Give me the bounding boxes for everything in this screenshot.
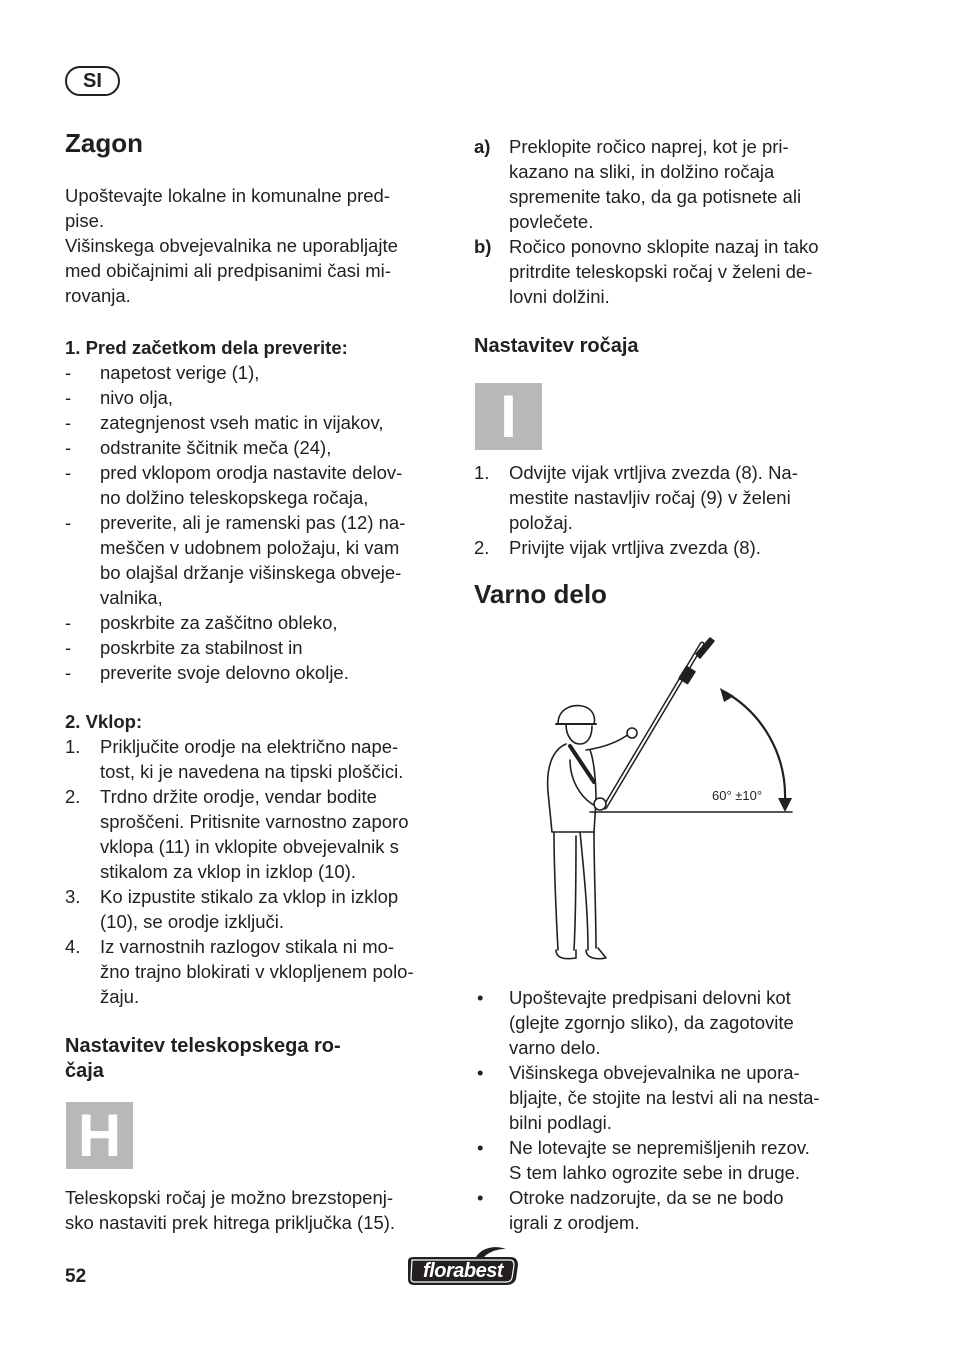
list-item-line: varno delo. xyxy=(509,1037,601,1058)
list-item xyxy=(65,660,455,685)
list-item-line: bilni podlagi. xyxy=(509,1112,612,1133)
list-item-line: lovni dolžini. xyxy=(509,286,610,307)
list-marker: - xyxy=(65,412,72,433)
list-item-line: sproščeni. Pritisnite varnostno zaporo xyxy=(100,811,409,832)
list-item-line: poskrbite za stabilnost in xyxy=(100,637,303,658)
list-marker: 2. xyxy=(65,786,81,807)
list-item-line: Višinskega obvejevalnika ne upora- xyxy=(509,1062,800,1083)
page-number: 52 xyxy=(65,1266,87,1287)
list-item-line: Trdno držite orodje, vendar bodite xyxy=(100,786,377,807)
list-item-line: odstranite ščitnik meča (24), xyxy=(100,437,332,458)
switch-on-list xyxy=(65,734,460,1009)
adjust-steps-list xyxy=(474,134,874,309)
list-marker: - xyxy=(65,387,72,408)
florabest-logo xyxy=(406,1245,520,1287)
list-item-line: (10), se orodje izklјuči. xyxy=(100,911,285,932)
list-item-line: stikalom za vklop in izklop (10). xyxy=(100,861,357,882)
list-item-line: položaj. xyxy=(509,512,573,533)
section-title-varno-delo: Varno delo xyxy=(474,579,607,609)
list-item-line: valnika, xyxy=(100,587,163,608)
list-item xyxy=(474,1185,874,1235)
list-marker: • xyxy=(477,1137,484,1158)
list-marker: • xyxy=(477,987,484,1008)
list-item-line: pritrdite teleskopski ročaj v želeni de- xyxy=(509,261,813,282)
list-item-line: Otroke nadzorujte, da se ne bodo xyxy=(509,1187,784,1208)
list-item xyxy=(65,635,455,660)
check-list xyxy=(65,360,455,685)
list-marker: - xyxy=(65,437,72,458)
figure-letter-h: H xyxy=(66,1102,133,1169)
list-item-line: Privijte vijak vrtljiva zvezda (8). xyxy=(509,537,761,558)
list-item xyxy=(65,934,460,1009)
list-item-line: Ko izpustite stikalo za vklop in izklop xyxy=(100,886,399,907)
list-item xyxy=(474,1060,874,1135)
list-item-line: mestite nastavljiv ročaj (9) v želeni xyxy=(509,487,791,508)
list-item xyxy=(474,134,874,234)
list-marker: - xyxy=(65,512,72,533)
list-item-line: (glejte zgornjo sliko), da zagotovite xyxy=(509,1012,794,1033)
check-heading: 1. Pred začetkom dela preverite: xyxy=(65,337,348,358)
list-item-line: pred vklopom orodja nastavite delov- xyxy=(100,462,403,483)
list-item-line: meščen v udobnem položaju, ki vam xyxy=(100,537,400,558)
telescopic-handle-heading: Nastavitev teleskopskega ro- čaja xyxy=(65,1035,341,1082)
list-item xyxy=(474,460,874,535)
list-item xyxy=(65,610,455,635)
list-item-line: no dolžino teleskopskega ročaja, xyxy=(100,487,369,508)
telescopic-handle-text: Teleskopski ročaj je možno brezstopenj- sko nastaviti prek hitrega priključka (15). xyxy=(65,1187,396,1233)
list-item-line: poskrbite za zaščitno obleko, xyxy=(100,612,338,633)
list-item-line: Priključite orodje na električno nape- xyxy=(100,736,399,757)
list-item xyxy=(65,734,460,784)
list-item xyxy=(65,784,460,884)
list-item-line: preverite svoje delovno okolje. xyxy=(100,662,349,683)
list-item xyxy=(65,884,460,934)
list-item-line: Preklopite ročico naprej, kot je pri- xyxy=(509,136,789,157)
logo-wordmark: florabest xyxy=(423,1260,503,1282)
list-item-line: preverite, ali je ramenski pas (12) na- xyxy=(100,512,406,533)
list-item xyxy=(474,1135,874,1185)
list-marker: 1. xyxy=(65,736,81,757)
list-item-line: vklopa (11) in vklopite obvejevalnik s xyxy=(100,836,399,857)
list-marker: • xyxy=(477,1187,484,1208)
list-item xyxy=(474,535,874,560)
list-item xyxy=(65,435,455,460)
handle-adjust-heading: Nastavitev ročaja xyxy=(474,335,639,357)
working-angle-illustration xyxy=(530,632,820,967)
list-item-line: napetost verige (1), xyxy=(100,362,260,383)
list-item-line: tost, ki je navedena na tipski ploščici. xyxy=(100,761,404,782)
list-item-line: Ročico ponovno sklopite nazaj in tako xyxy=(509,236,819,257)
list-item-line: povlečete. xyxy=(509,211,594,232)
list-marker: b) xyxy=(474,236,492,257)
list-item-line: Odvijte vijak vrtljiva zvezda (8). Na- xyxy=(509,462,798,483)
figure-letter-i: I xyxy=(475,383,542,450)
list-marker: 2. xyxy=(474,537,490,558)
list-item-line: igrali z orodjem. xyxy=(509,1212,640,1233)
list-item-line: Ne lotevajte se nepremišljenih rezov. xyxy=(509,1137,810,1158)
list-marker: - xyxy=(65,662,72,683)
list-marker: - xyxy=(65,637,72,658)
list-item-line: bljajte, če stojite na lestvi ali na nesta- xyxy=(509,1087,820,1108)
list-item-line: bo olajšal držanje višinskega obveje- xyxy=(100,562,402,583)
list-item-line: kazano na sliki, in dolžino ročaja xyxy=(509,161,775,182)
list-item-line: Upoštevajte predpisani delovni kot xyxy=(509,987,791,1008)
list-item xyxy=(65,410,455,435)
list-marker: a) xyxy=(474,136,491,157)
list-item xyxy=(65,510,455,610)
list-item xyxy=(474,234,874,309)
list-item xyxy=(474,985,874,1060)
list-item-line: Iz varnostnih razlogov stikala ni mo- xyxy=(100,936,395,957)
list-marker: 1. xyxy=(474,462,490,483)
handle-adjust-list xyxy=(474,460,874,560)
list-item-line: spremenite tako, da ga potisnete ali xyxy=(509,186,802,207)
list-marker: - xyxy=(65,612,72,633)
section-title-zagon: Zagon xyxy=(65,128,143,158)
list-item-line: zategnjenost vseh matic in vijakov, xyxy=(100,412,384,433)
list-marker: • xyxy=(477,1062,484,1083)
list-item xyxy=(65,385,455,410)
list-item-line: S tem lahko ogrozite sebe in druge. xyxy=(509,1162,801,1183)
intro-paragraph: Upoštevajte lokalne in komunalne pred- pise. Višinskega obvejevalnika ne uporabljajte med običajnimi ali predpisanimi časi mi- rovanja. xyxy=(65,185,398,306)
list-item-line: žaju. xyxy=(100,986,140,1007)
list-marker: - xyxy=(65,462,72,483)
list-marker: 3. xyxy=(65,886,81,907)
list-marker: - xyxy=(65,362,72,383)
list-item-line: nivo olja, xyxy=(100,387,174,408)
list-marker: 4. xyxy=(65,936,81,957)
language-badge: SI xyxy=(65,66,120,96)
list-item-line: žno trajno blokirati v vklopljenem polo- xyxy=(100,961,414,982)
angle-label: 60° ±10° xyxy=(712,788,763,803)
list-item xyxy=(65,360,455,385)
safety-list xyxy=(474,985,874,1235)
switch-on-heading: 2. Vklop: xyxy=(65,711,143,732)
list-item xyxy=(65,460,455,510)
